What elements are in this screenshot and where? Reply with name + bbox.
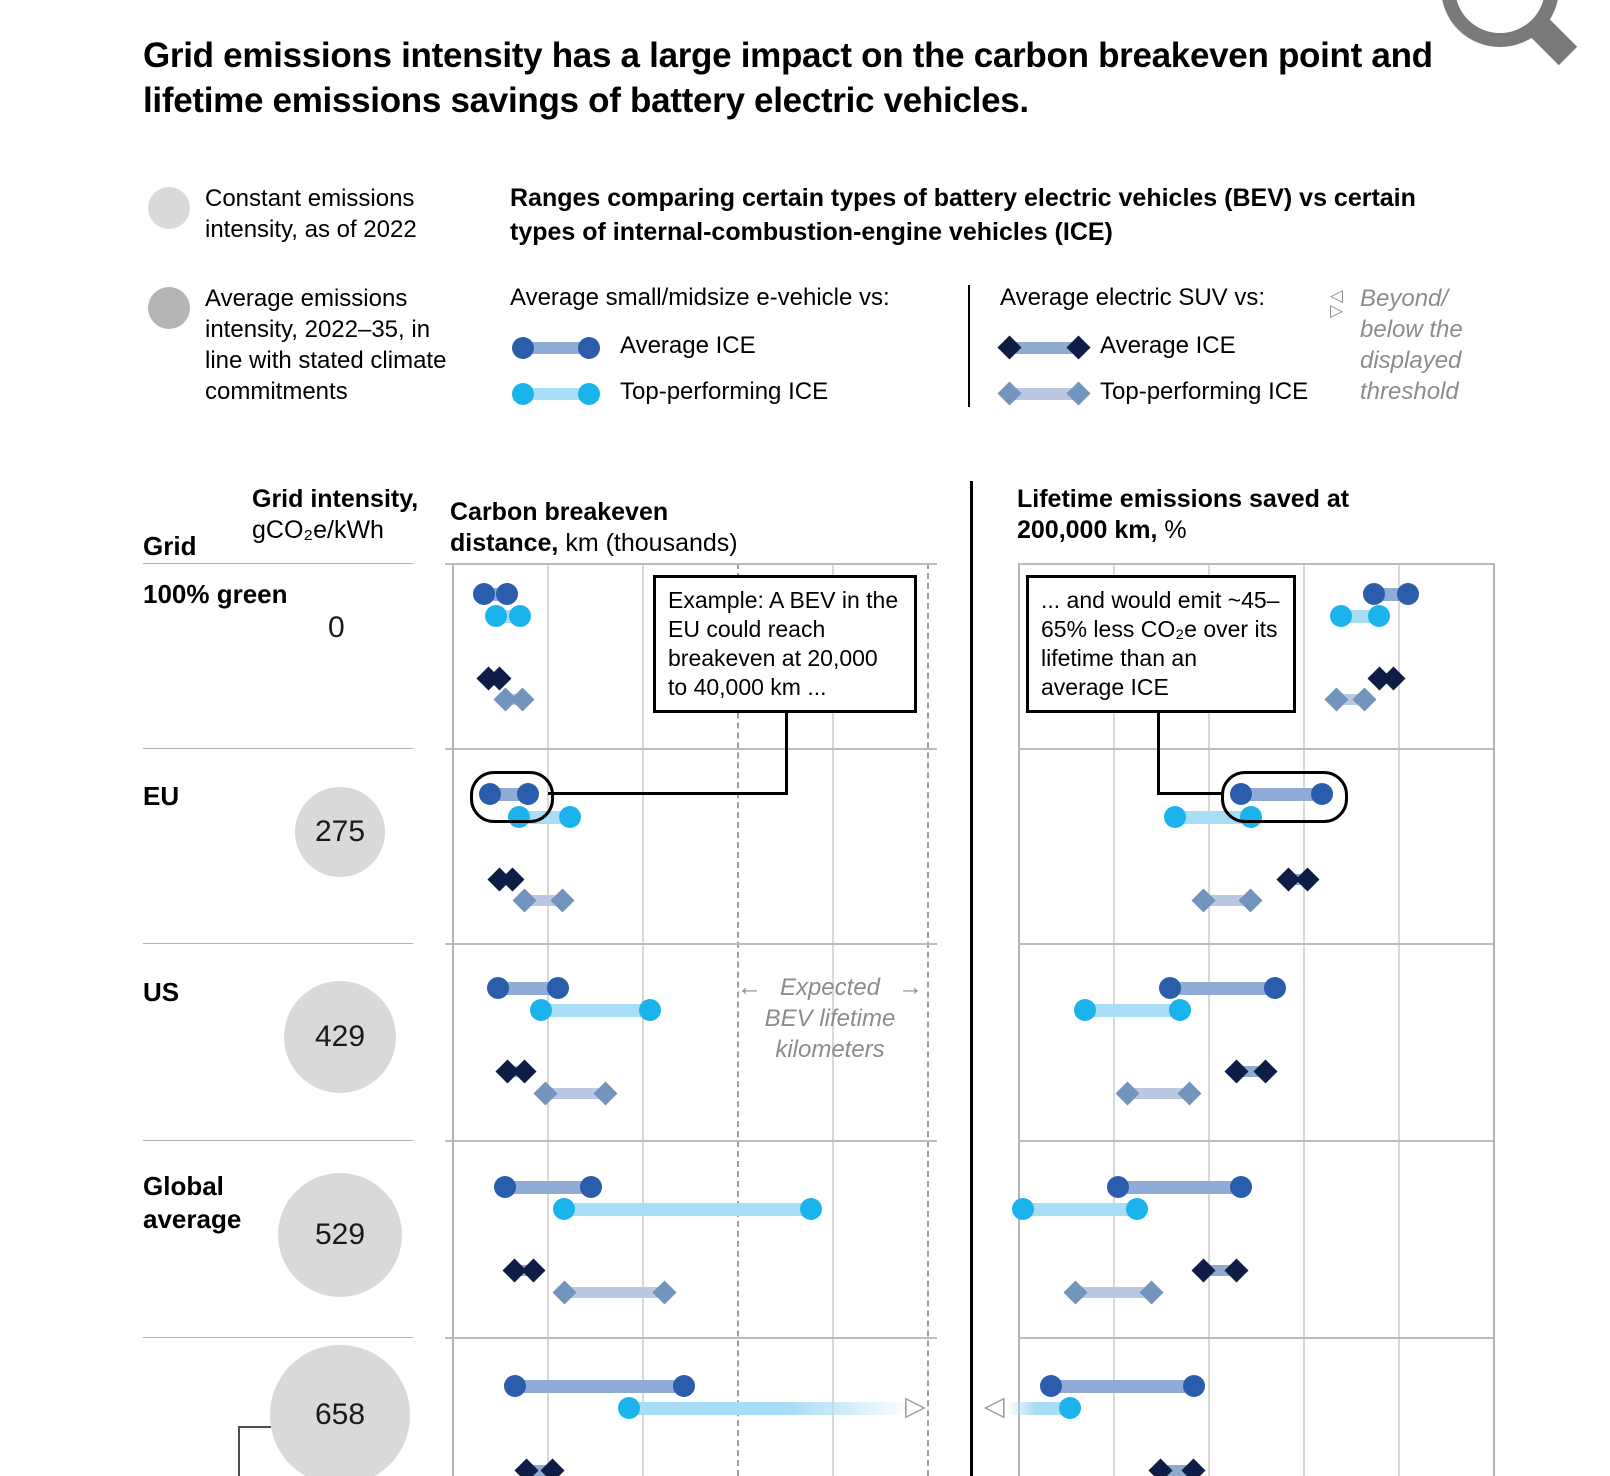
savings-example-callout: ... and would emit ~45–65% less CO₂e over its lifetime than an average ICE xyxy=(1026,575,1296,713)
range-endpoint-diamond xyxy=(997,335,1021,359)
range-endpoint-dot xyxy=(547,977,569,999)
range-endpoint-dot xyxy=(512,383,534,405)
range-endpoint-diamond xyxy=(533,1081,557,1105)
callout-connector xyxy=(1157,792,1224,795)
expected-band-line xyxy=(927,563,929,1476)
grid-row-label: US xyxy=(143,977,180,1007)
suv-group-label: Average electric SUV vs: xyxy=(1000,284,1265,311)
range-endpoint-diamond xyxy=(1182,1458,1206,1476)
constant-intensity-label: Constant emissions intensity, as of 2022 xyxy=(205,185,417,243)
gridline xyxy=(1018,563,1020,1476)
range-endpoint-dot xyxy=(509,605,531,627)
threshold-left-glyph: ◁ xyxy=(1330,286,1344,305)
grid-row-label: EU xyxy=(143,781,180,811)
example-highlight-ring xyxy=(470,771,554,823)
range-endpoint-dot xyxy=(618,1397,640,1419)
range-bar xyxy=(564,1287,665,1298)
range-endpoint-diamond xyxy=(501,867,525,891)
column-header-grid: Grid xyxy=(143,531,197,561)
range-endpoint-dot xyxy=(1264,977,1286,999)
threshold-note: Beyond/ below the displayed threshold xyxy=(1360,285,1463,405)
row-separator xyxy=(143,943,413,944)
grid-intensity-bubble: 658 xyxy=(270,1345,409,1476)
range-endpoint-dot xyxy=(487,977,509,999)
range-endpoint-diamond xyxy=(541,1458,565,1476)
range-endpoint-dot xyxy=(1363,583,1385,605)
range-endpoint-dot xyxy=(1397,583,1419,605)
range-endpoint-dot xyxy=(1012,1198,1034,1220)
range-bar xyxy=(564,1203,811,1216)
constant-intensity-swatch xyxy=(148,187,190,229)
range-endpoint-dot xyxy=(1107,1176,1129,1198)
threshold-icon xyxy=(1330,288,1343,318)
range-endpoint-dot xyxy=(673,1375,695,1397)
expected-line1 xyxy=(737,972,923,1003)
range-endpoint-dot xyxy=(494,1176,516,1198)
right-arrow-icon: → xyxy=(897,973,923,1001)
row-callout-bracket xyxy=(238,1426,240,1476)
range-endpoint-diamond xyxy=(1324,687,1348,711)
range-endpoint-dot xyxy=(1074,999,1096,1021)
range-bar xyxy=(541,1004,649,1017)
range-endpoint-dot xyxy=(1368,605,1390,627)
range-endpoint-diamond xyxy=(1381,666,1405,690)
threshold-right-glyph: ▷ xyxy=(1330,301,1344,320)
range-endpoint-dot xyxy=(1159,977,1181,999)
range-endpoint-diamond xyxy=(1139,1280,1163,1304)
range-endpoint-dot xyxy=(1040,1375,1062,1397)
range-endpoint-dot xyxy=(559,806,581,828)
range-endpoint-dot xyxy=(473,583,495,605)
row-line xyxy=(445,1140,937,1142)
avg-ice-range-swatch xyxy=(512,336,600,360)
gridline xyxy=(547,563,549,1476)
range-endpoint-dot xyxy=(639,999,661,1021)
range-endpoint-diamond xyxy=(1177,1081,1201,1105)
row-callout-bracket xyxy=(238,1426,271,1428)
callout-connector xyxy=(785,708,788,795)
ranges-legend-heading: Ranges comparing certain types of battery electric vehicles (BEV) vs certain types of internal-combustion-engine vehicles (ICE) xyxy=(510,184,1416,246)
range-endpoint-diamond xyxy=(1066,381,1090,405)
header-bold: Lifetime emissions saved at 200,000 km, xyxy=(1017,485,1350,544)
row-line xyxy=(1018,563,1493,565)
row-separator xyxy=(143,748,413,749)
callout-connector xyxy=(548,792,788,795)
range-endpoint-dot xyxy=(1126,1198,1148,1220)
page-title: Grid emissions intensity has a large impact on the carbon breakeven point and lifetime emissions savings of battery electric vehicles. xyxy=(143,36,1433,120)
range-endpoint-diamond xyxy=(1239,888,1263,912)
grid-intensity-value: 0 xyxy=(328,611,345,644)
range-endpoint-diamond xyxy=(1253,1059,1277,1083)
row-line xyxy=(445,943,937,945)
top-ice-range-swatch xyxy=(512,382,600,406)
range-endpoint-dot xyxy=(1059,1397,1081,1419)
range-endpoint-dot xyxy=(578,383,600,405)
range-endpoint-dot xyxy=(504,1375,526,1397)
range-endpoint-dot xyxy=(496,583,518,605)
range-endpoint-diamond xyxy=(1148,1458,1172,1476)
callout-connector xyxy=(1157,708,1160,795)
range-endpoint-diamond xyxy=(550,888,574,912)
range-endpoint-dot xyxy=(485,605,507,627)
grid-intensity-bubble: 429 xyxy=(284,981,396,1093)
suv-avg-ice-range-swatch xyxy=(1000,336,1088,360)
range-bar xyxy=(629,1402,920,1415)
range-endpoint-diamond xyxy=(512,888,536,912)
row-separator xyxy=(143,563,413,564)
beyond-threshold-icon: ◁ xyxy=(984,1391,1005,1421)
expected-line2: BEV lifetime xyxy=(764,1005,896,1032)
suv-top-ice-range-swatch xyxy=(1000,382,1088,406)
suv-top-ice-label: Top-performing ICE xyxy=(1100,378,1309,405)
range-bar xyxy=(1118,1181,1242,1194)
range-endpoint-dot xyxy=(1330,605,1352,627)
range-bar xyxy=(1170,982,1275,995)
range-endpoint-diamond xyxy=(1063,1280,1087,1304)
range-endpoint-diamond xyxy=(514,1458,538,1476)
range-endpoint-dot xyxy=(553,1198,575,1220)
range-endpoint-dot xyxy=(1164,806,1186,828)
range-endpoint-diamond xyxy=(594,1081,618,1105)
range-endpoint-dot xyxy=(800,1198,822,1220)
top-ice-label: Top-performing ICE xyxy=(620,378,829,405)
range-endpoint-dot xyxy=(580,1176,602,1198)
grid-row-label: Global average xyxy=(143,1171,242,1234)
row-line xyxy=(445,1337,937,1339)
average-intensity-label: Average emissions intensity, 2022–35, in line with stated climate commitments xyxy=(205,285,447,405)
range-bar xyxy=(1051,1380,1194,1393)
gridline xyxy=(452,563,454,1476)
header-unit: gCO₂e/kWh xyxy=(252,516,384,544)
header-unit: % xyxy=(1164,516,1187,544)
small-midsize-group-label: Average small/midsize e-vehicle vs: xyxy=(510,284,890,311)
column-header-lifetime xyxy=(1017,484,1367,546)
gridline xyxy=(1398,563,1400,1476)
range-endpoint-diamond xyxy=(1115,1081,1139,1105)
range-endpoint-diamond xyxy=(512,1059,536,1083)
column-header-breakeven xyxy=(450,497,768,559)
range-endpoint-diamond xyxy=(997,381,1021,405)
range-bar xyxy=(505,1181,591,1194)
range-endpoint-diamond xyxy=(1296,867,1320,891)
expected-line3: kilometers xyxy=(775,1036,885,1063)
legend-divider xyxy=(968,285,970,407)
range-bar xyxy=(1023,1203,1137,1216)
grid-row-label: 100% green xyxy=(143,579,288,609)
row-line xyxy=(1018,748,1493,750)
breakeven-example-callout: Example: A BEV in the EU could reach breakeven at 20,000 to 40,000 km ... xyxy=(653,575,917,713)
expected-lifetime-note xyxy=(737,972,923,1065)
range-endpoint-diamond xyxy=(522,1258,546,1282)
range-endpoint-dot xyxy=(1169,999,1191,1021)
section-divider xyxy=(970,481,973,1476)
avg-ice-label: Average ICE xyxy=(620,332,756,359)
range-endpoint-dot xyxy=(1230,1176,1252,1198)
range-endpoint-dot xyxy=(512,337,534,359)
range-endpoint-diamond xyxy=(1191,1258,1215,1282)
range-bar xyxy=(1085,1004,1180,1017)
column-header-grid-intensity xyxy=(252,484,442,546)
beyond-threshold-icon: ▷ xyxy=(905,1391,926,1421)
row-line xyxy=(1018,1140,1493,1142)
row-line xyxy=(445,563,937,565)
range-endpoint-dot xyxy=(578,337,600,359)
range-endpoint-diamond xyxy=(1224,1059,1248,1083)
range-endpoint-diamond xyxy=(1066,335,1090,359)
row-separator xyxy=(143,1337,413,1338)
grid-intensity-bubble: 529 xyxy=(278,1173,403,1298)
range-endpoint-diamond xyxy=(552,1280,576,1304)
expected-word: Expected xyxy=(779,974,881,1001)
row-line xyxy=(1018,1337,1493,1339)
range-endpoint-diamond xyxy=(1353,687,1377,711)
header-bold: Carbon breakeven distance, xyxy=(450,498,669,557)
header-unit: km (thousands) xyxy=(565,529,738,557)
gridline xyxy=(1493,563,1495,1476)
range-bar xyxy=(515,1380,684,1393)
range-endpoint-diamond xyxy=(653,1280,677,1304)
magnifier-icon[interactable] xyxy=(1428,0,1578,86)
row-separator xyxy=(143,1140,413,1141)
example-highlight-ring xyxy=(1221,771,1348,823)
suv-avg-ice-label: Average ICE xyxy=(1100,332,1236,359)
row-line xyxy=(445,748,937,750)
range-endpoint-diamond xyxy=(1191,888,1215,912)
header-bold: Grid intensity, xyxy=(252,485,419,513)
left-arrow-icon: ← xyxy=(737,973,762,1001)
range-endpoint-diamond xyxy=(1224,1258,1248,1282)
gridline xyxy=(1303,563,1305,1476)
row-line xyxy=(1018,943,1493,945)
range-endpoint-dot xyxy=(1183,1375,1205,1397)
grid-intensity-bubble: 275 xyxy=(295,787,385,877)
average-intensity-swatch xyxy=(148,287,190,329)
range-endpoint-diamond xyxy=(510,687,534,711)
